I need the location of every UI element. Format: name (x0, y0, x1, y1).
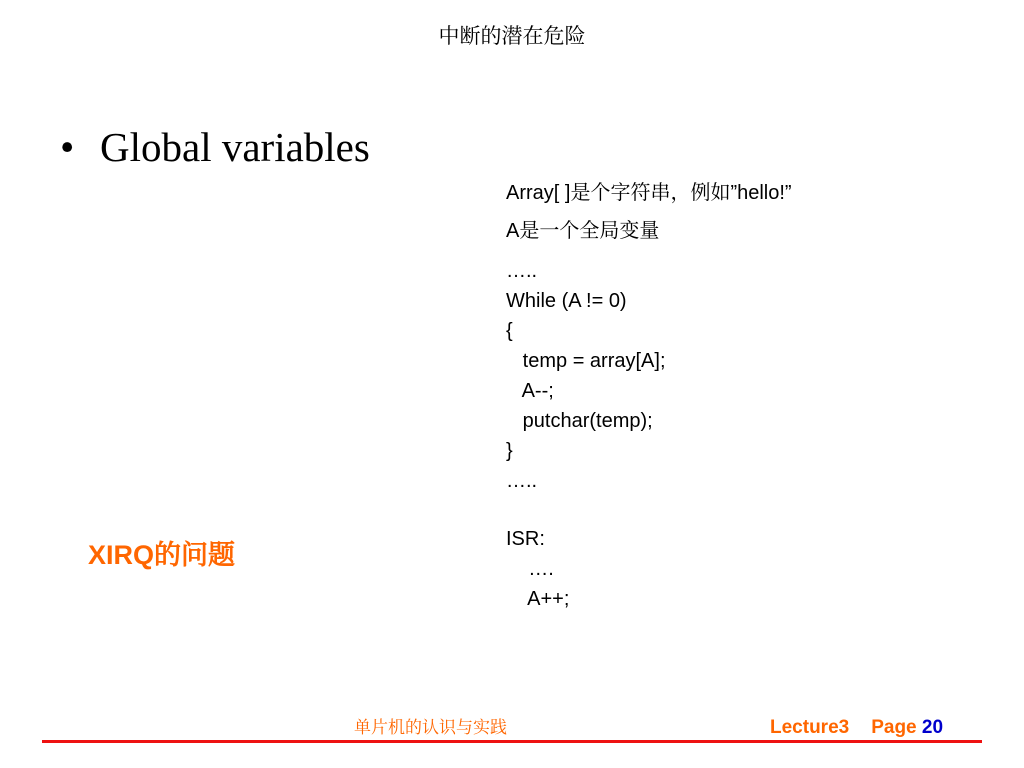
code-line-decrement: A--; (506, 380, 554, 402)
bullet-dot: • (60, 124, 75, 170)
code-line-temp: temp = array[A]; (506, 350, 666, 372)
code-line-open-brace: { (506, 320, 513, 342)
bullet-text: Global variables (100, 124, 370, 170)
code-line-isr-ellipsis: …. (506, 558, 554, 580)
code-line-isr: ISR: (506, 528, 545, 550)
footer-course-title: 单片机的认识与实践 (354, 718, 507, 738)
code-line-ellipsis: ….. (506, 470, 538, 492)
code-line-global: A是一个全局变量 (506, 220, 660, 242)
code-line-ellipsis: ….. (506, 260, 538, 282)
code-line-isr-increment: A++; (506, 588, 570, 610)
footer-lecture: Lecture3 (770, 717, 850, 738)
code-line-while: While (A != 0) (506, 290, 627, 312)
bullet-item (60, 124, 370, 170)
xirq-note: XIRQ的问题 (88, 540, 236, 570)
code-line-putchar: putchar(temp); (506, 410, 653, 432)
footer-page-number: 20 (921, 717, 944, 738)
footer-page-info (770, 716, 943, 740)
code-line-close-brace: } (506, 440, 513, 462)
slide-title: 中断的潜在危险 (438, 24, 586, 48)
code-line-array: Array[ ]是个字符串，例如”hello!” (506, 182, 792, 204)
footer-divider (42, 740, 982, 743)
code-block (506, 178, 986, 614)
footer-page-label: Page (871, 717, 917, 738)
